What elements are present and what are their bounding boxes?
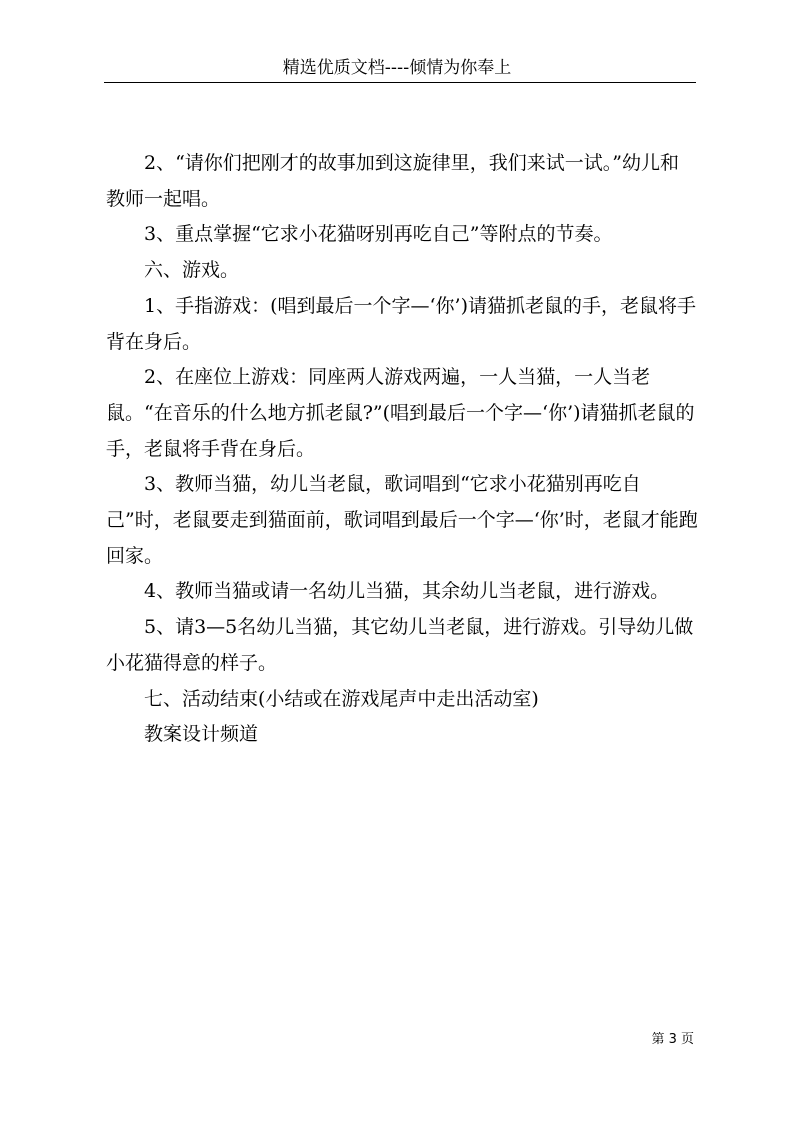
header-divider xyxy=(104,82,696,83)
page-number: 第 3 页 xyxy=(651,1032,694,1047)
paragraph-sing-together: 2、“请你们把刚才的故事加到这旋律里，我们来试一试。”幼儿和教师一起唱。 xyxy=(106,152,680,210)
paragraph-seat-game: 2、在座位上游戏：同座两人游戏两遍，一人当猫，一人当老鼠。“在音乐的什么地方抓老鼠?”(唱到最后一个字—‘你’)请猫抓老鼠的手，老鼠将手背在身后。 xyxy=(106,366,695,460)
paragraph-child-cat: 4、教师当猫或请一名幼儿当猫，其余幼儿当老鼠，进行游戏。 xyxy=(144,580,670,603)
paragraph-channel: 教案设计频道 xyxy=(144,723,259,746)
section-heading-game: 六、游戏。 xyxy=(144,259,240,282)
paragraph-rhythm: 3、重点掌握“它求小花猫呀别再吃自己”等附点的节奏。 xyxy=(144,223,613,246)
paragraph-multiple-cats: 5、请3—5名幼儿当猫，其它幼儿当老鼠，进行游戏。引导幼儿做小花猫得意的样子。 xyxy=(106,616,694,674)
paragraph-finger-game: 1、手指游戏：(唱到最后一个字—‘你’)请猫抓老鼠的手，老鼠将手背在身后。 xyxy=(106,294,696,353)
page-header: 精选优质文档----倾情为你奉上 xyxy=(282,58,512,78)
section-heading-end: 七、活动结束(小结或在游戏尾声中走出活动室) xyxy=(144,687,539,710)
paragraph-teacher-cat: 3、教师当猫，幼儿当老鼠，歌词唱到“它求小花猫别再吃自己”时，老鼠要走到猫面前，歌词唱到最后一个字—‘你’时，老鼠才能跑回家。 xyxy=(106,473,698,567)
document-body xyxy=(106,146,698,753)
